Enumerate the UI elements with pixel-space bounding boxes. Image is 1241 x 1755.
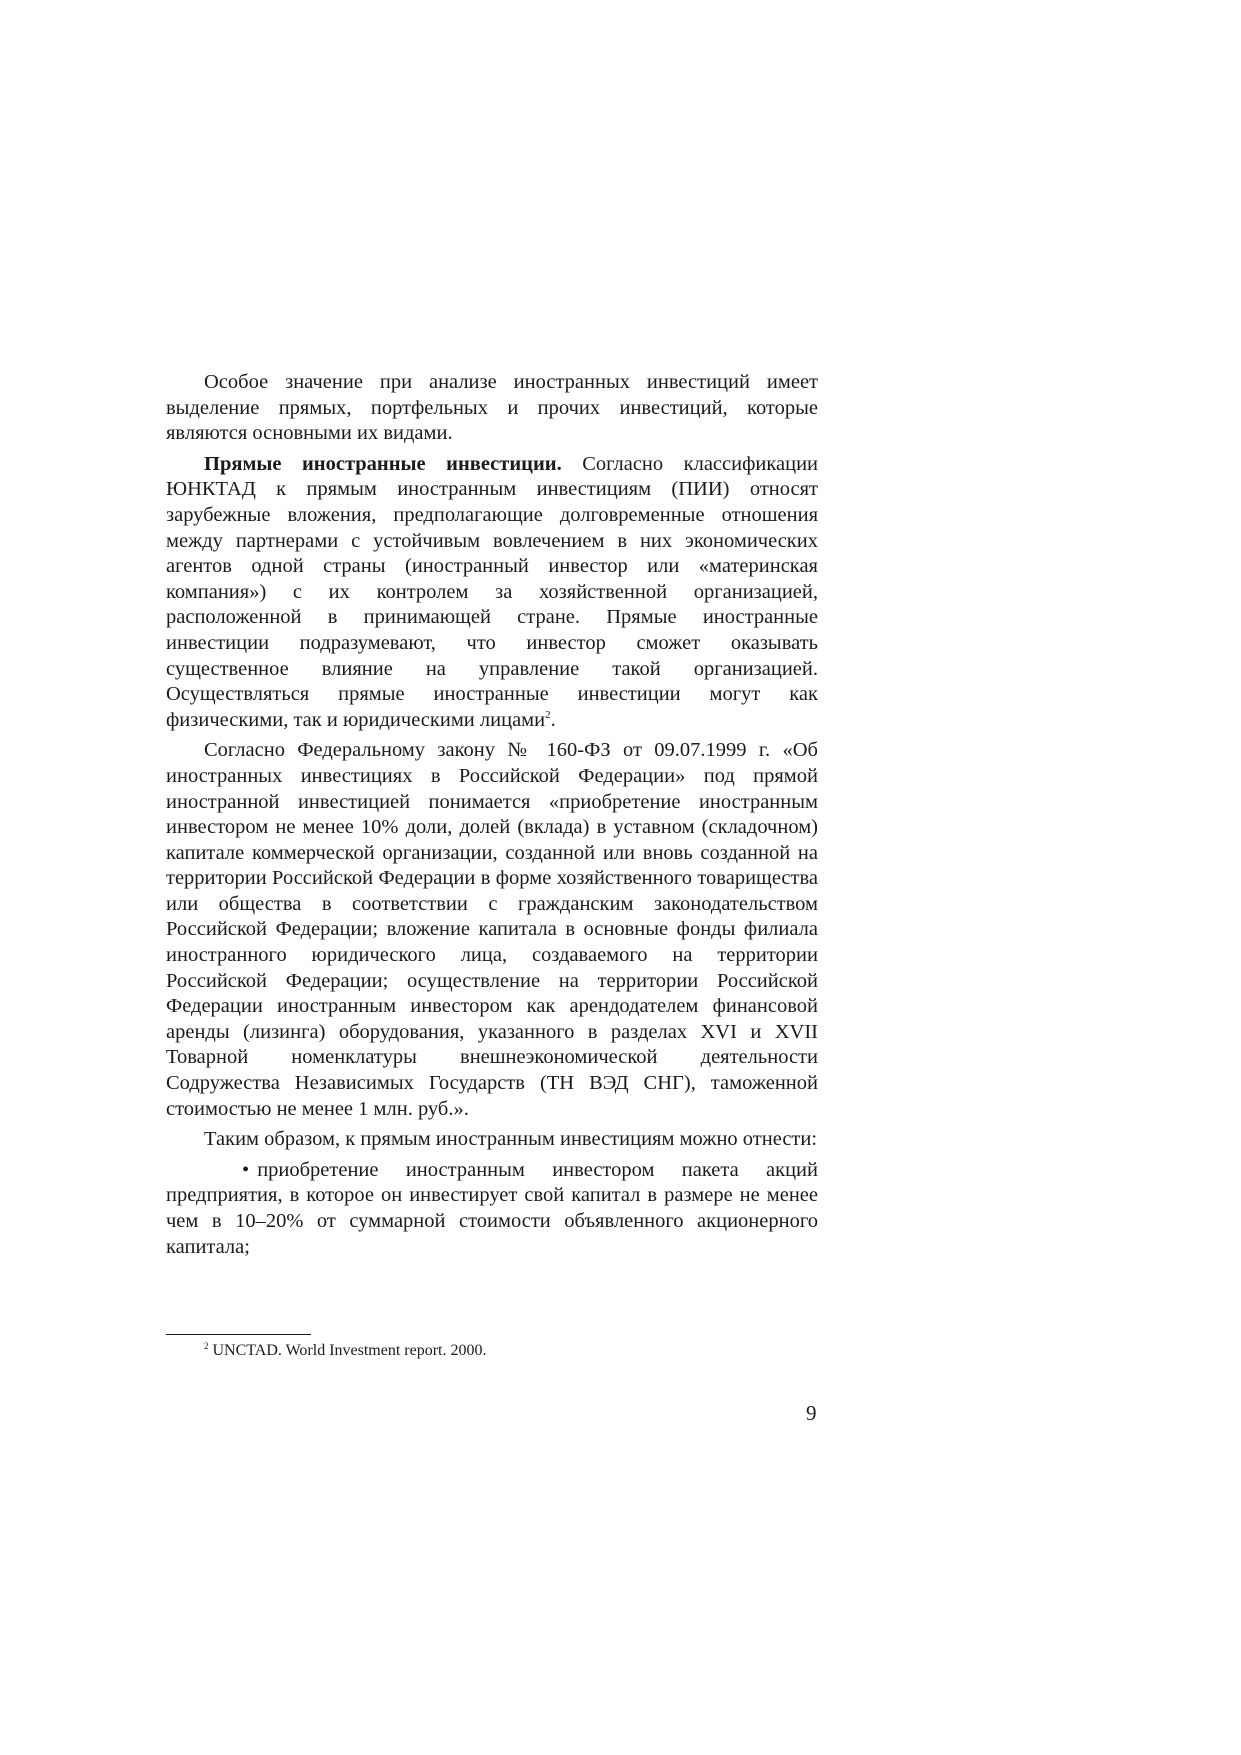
footnote-number: 2 bbox=[204, 1340, 209, 1351]
bullet-icon: • bbox=[242, 1158, 250, 1181]
list-item-text: приобретение иностранным инвестором пакета акций предприятия, в которое он инвестирует свой капитал в размере не менее чем в 10–20% от суммарной стоимости объявленного акционерного капитала; bbox=[166, 1158, 818, 1258]
main-text bbox=[166, 370, 818, 1265]
footnote bbox=[204, 1341, 804, 1361]
paragraph-fdi-definition bbox=[166, 452, 818, 734]
paragraph-conclusion: Таким образом, к прямым иностранным инвестициям можно отнести: bbox=[204, 1128, 818, 1151]
paragraph-fdi-body: Согласно классификации ЮНКТАД к прямым иностранным инвестициям (ПИИ) относят зарубежные вложения, предполагающие долговременные отношения между партнерами с устойчивым вовлечением в них экономических агентов одной страны (иностранный инвестор или «материнская компания») с их контролем за хозяйственной организацией, расположенной в принимающей стране. Прямые иностранные инвестиции подразумевают, что инвестор сможет оказывать существенное влияние на управление такой организацией. Осуществляться прямые иностранные инвестиции могут как физическими, так и юридическими лицами bbox=[166, 452, 819, 731]
paragraph-fdi-end: . bbox=[550, 708, 556, 731]
page-number: 9 bbox=[806, 1401, 817, 1425]
footnote-text: UNCTAD. World Investment report. 2000. bbox=[212, 1342, 487, 1359]
list-item bbox=[166, 1158, 818, 1260]
footnote-divider bbox=[166, 1334, 311, 1335]
section-heading-fdi: Прямые иностранные инвестиции. bbox=[204, 452, 562, 475]
footnote-reference: 2 bbox=[545, 708, 551, 721]
paragraph-federal-law: Согласно Федеральному закону № 160-ФЗ от 09.07.1999 г. «Об иностранных инвестициях в Российской Федерации» под прямой иностранной инвестицией понимается «приобретение иностранным инвестором не менее 10% доли, долей (вклада) в уставном (складочном) капитале коммерческой организации, созданной или вновь созданной на территории Российской Федерации в форме хозяйственного товарищества или общества в соответствии с гражданским законодательством Российской Федерации; вложение капитала в основные фонды филиала иностранного юридического лица, создаваемого на территории Российской Федерации; осуществление на территории Российской Федерации иностранным инвестором как арендодателем финансовой аренды (лизинга) оборудования, указанного в разделах XVI и XVII Товарной номенклатуры внешнеэкономической деятельности Содружества Независимых Государств (ТН ВЭД СНГ), таможенной стоимостью не менее 1 млн. руб.». bbox=[166, 739, 818, 1120]
paragraph-intro: Особое значение при анализе иностранных инвестиций имеет выделение прямых, портфельных и прочих инвестиций, которые являются основными их видами. bbox=[166, 371, 818, 445]
